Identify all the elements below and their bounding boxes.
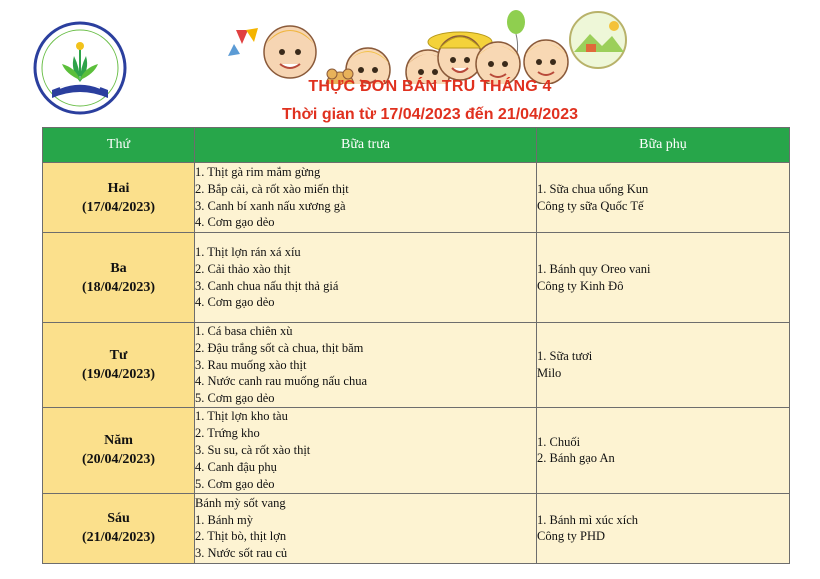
- snack-cell: [537, 233, 790, 323]
- lunch-item: Bánh mỳ sốt vang: [195, 495, 286, 510]
- day-date: (18/04/2023): [81, 279, 156, 295]
- lunch-item: 2. Cải thảo xào thịt: [195, 261, 291, 276]
- lunch-item: 2. Đậu trắng sốt cà chua, thịt băm: [195, 340, 364, 355]
- day-cell: [43, 163, 195, 233]
- lunch-item: 2. Thịt bò, thịt lợn: [195, 529, 287, 544]
- bunting-flags: [228, 28, 258, 56]
- lunch-cell: [195, 163, 537, 233]
- lunch-cell: [195, 493, 537, 563]
- day-cell: [43, 407, 195, 493]
- snack-item: Milo: [537, 365, 562, 380]
- lunch-item: 3. Canh chua nấu thịt thả giá: [195, 278, 339, 293]
- snack-cell: [537, 323, 790, 408]
- day-cell: [43, 493, 195, 563]
- snack-item: 1. Sữa tươi: [537, 349, 593, 364]
- snack-item: Công ty sữa Quốc Tế: [537, 198, 644, 213]
- snack-item: 1. Chuối: [537, 434, 581, 449]
- lunch-item: 4. Cơm gạo dẻo: [195, 215, 275, 230]
- day-name: Ba: [110, 260, 127, 276]
- snack-item: 1. Sữa chua uống Kun: [537, 181, 649, 196]
- lunch-item: 5. Cơm gạo dẻo: [195, 391, 275, 406]
- table-row: [43, 407, 790, 493]
- day-cell: [43, 233, 195, 323]
- lunch-cell: [195, 323, 537, 408]
- lunch-item: 1. Thịt gà rim mắm gừng: [195, 164, 321, 179]
- day-date: (20/04/2023): [81, 452, 156, 468]
- day-date: (19/04/2023): [81, 366, 156, 382]
- lunch-item: 1. Thịt lợn kho tàu: [195, 409, 288, 424]
- day-date: (17/04/2023): [81, 199, 156, 215]
- snack-item: 1. Bánh quy Oreo vani: [537, 261, 651, 276]
- table-row: [43, 493, 790, 563]
- school-logo: [30, 18, 130, 118]
- column-header-day: Thứ: [43, 128, 195, 163]
- lunch-item: 5. Cơm gạo dẻo: [195, 476, 275, 491]
- snack-cell: [537, 163, 790, 233]
- page-title: THỰC ĐƠN BÁN TRÚ THÁNG 4: [308, 78, 552, 95]
- table-row: [43, 323, 790, 408]
- snack-item: 2. Bánh gạo An: [537, 451, 615, 466]
- snack-item: Công ty Kinh Đô: [537, 278, 624, 293]
- table-row: [43, 233, 790, 323]
- lunch-cell: [195, 233, 537, 323]
- lunch-item: 1. Bánh mỳ: [195, 512, 253, 527]
- lunch-item: 3. Nước sốt rau củ: [195, 546, 288, 561]
- landscape-badge: [570, 12, 626, 68]
- day-name: Tư: [109, 347, 128, 363]
- page-subtitle: Thời gian từ 17/04/2023 đến 21/04/2023: [282, 106, 578, 123]
- header-row: [43, 128, 790, 163]
- lunch-item: 2. Trứng kho: [195, 426, 260, 441]
- snack-item: Công ty PHD: [537, 529, 606, 544]
- lunch-item: 4. Cơm gạo dẻo: [195, 295, 275, 310]
- menu-table: [42, 127, 790, 564]
- table-row: [43, 163, 790, 233]
- lunch-item: 1. Thịt lợn rán xá xíu: [195, 244, 301, 259]
- column-header-snack: Bữa phụ: [537, 128, 790, 163]
- day-name: Năm: [104, 433, 133, 449]
- lunch-item: 4. Nước canh rau muống nấu chua: [195, 374, 368, 389]
- snack-cell: [537, 493, 790, 563]
- day-name: Hai: [107, 180, 130, 196]
- day-name: Sáu: [107, 511, 130, 527]
- lunch-item: 3. Canh bí xanh nấu xương gà: [195, 198, 346, 213]
- lunch-cell: [195, 407, 537, 493]
- lunch-item: 3. Su su, cà rốt xào thịt: [195, 443, 311, 458]
- lunch-item: 1. Cá basa chiên xù: [195, 324, 293, 338]
- lunch-item: 4. Canh đậu phụ: [195, 459, 277, 474]
- day-date: (21/04/2023): [81, 530, 156, 546]
- lunch-item: 2. Bắp cải, cà rốt xào miến thịt: [195, 181, 349, 196]
- snack-item: 1. Bánh mì xúc xích: [537, 512, 639, 527]
- column-header-lunch: Bữa trưa: [195, 128, 537, 163]
- lunch-item: 3. Rau muống xào thịt: [195, 357, 307, 372]
- snack-cell: [537, 407, 790, 493]
- day-cell: [43, 323, 195, 408]
